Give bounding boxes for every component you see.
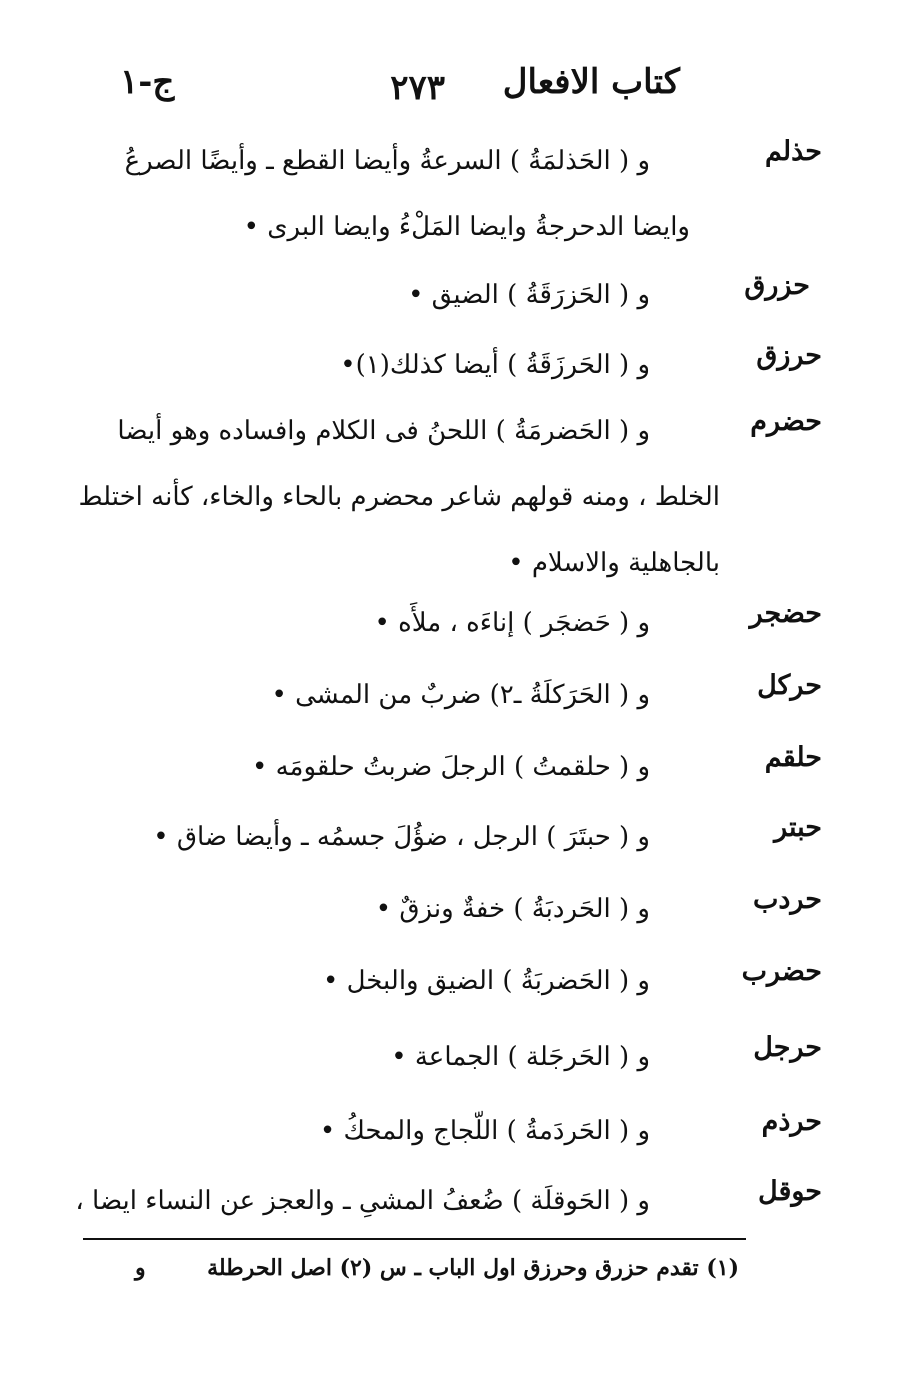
definition-line: وايضا الدحرجةُ وايضا المَلْءُ وايضا البرى •	[243, 212, 690, 242]
entry-definition	[0, 398, 720, 596]
definition-line: و ( حلقمتُ ) الرجلَ ضربتُ حلقومَه •	[252, 752, 650, 782]
entry-headword: حلقم	[764, 742, 822, 773]
footnote: (١) تقدم حزرق وحرزق اول الباب ـ س (٢) اصل الحرطلة	[207, 1255, 739, 1281]
entry-definition	[80, 734, 650, 800]
entry-headword: حبتر	[774, 812, 822, 843]
definition-line: و ( الحَرَكلَةُ ـ٢) ضربٌ من المشى •	[271, 680, 650, 710]
entry-definition	[0, 128, 690, 260]
entry-definition	[80, 876, 650, 942]
entry-definition	[80, 662, 650, 728]
definition-line: و ( الحَضرمَةُ ) اللحنُ فى الكلام وافساده وهو أيضا	[117, 416, 650, 446]
entry-headword: حضجر	[749, 598, 822, 629]
definition-line: و ( حبتَرَ ) الرجل ، ضؤُلَ جسمُه ـ وأيضا ضاق •	[153, 822, 650, 852]
entry-definition	[80, 1024, 650, 1090]
definition-line: و ( الحَرزَقَةُ ) أيضا كذلك(١)•	[340, 350, 650, 380]
entry-definition	[80, 1098, 650, 1164]
entry-headword: حرزق	[756, 340, 822, 371]
footnote-rule	[83, 1238, 746, 1240]
volume-part: ج-١	[120, 62, 175, 102]
definition-line: و ( الحَذلمَةُ ) السرعةُ وأيضا القطع ـ وأيضًا الصرعُ	[124, 146, 650, 176]
definition-line: و ( الحَردَمةُ ) اللّجاج والمحكُ •	[319, 1116, 650, 1146]
definition-line: و ( حَضجَر ) إناءَه ، ملأَه •	[374, 608, 650, 638]
entry-headword: حرجل	[753, 1032, 822, 1063]
definition-line: و ( الحَردبَةُ ) خفةٌ ونزقٌ •	[375, 894, 650, 924]
entry-headword: حردب	[752, 884, 822, 915]
entry-definition	[0, 1168, 650, 1234]
definition-line: بالجاهلية والاسلام •	[508, 548, 720, 578]
page-header	[100, 62, 700, 122]
entry-definition	[80, 332, 650, 398]
book-title: كتاب الافعال	[502, 62, 680, 102]
entry-headword: حوقل	[758, 1176, 822, 1207]
entry-definition	[80, 804, 650, 870]
entry-headword: حركل	[757, 670, 822, 701]
entry-headword: حرذم	[761, 1106, 822, 1137]
definition-line: و ( الحَزرَقَةُ ) الضيق •	[408, 280, 650, 310]
definition-line: الخلط ، ومنه قولهم شاعر محضرم بالحاء والخاء، كأنه اختلط	[78, 482, 720, 512]
entry-definition	[80, 262, 650, 328]
entry-headword: حذلم	[764, 136, 822, 167]
page-number: ٢٧٣	[390, 68, 445, 108]
entry-definition	[80, 590, 650, 656]
entry-headword: حضرب	[741, 956, 822, 987]
definition-line: و ( الحَوقلَة ) ضُعفُ المشىِ ـ والعجز عن النساء ايضا ،	[75, 1186, 650, 1216]
definition-line: و ( الحَرجَلة ) الجماعة •	[391, 1042, 650, 1072]
catchword: و	[135, 1255, 146, 1281]
entry-headword: حضرم	[750, 406, 822, 437]
definition-line: و ( الحَضربَةُ ) الضيق والبخل •	[322, 966, 650, 996]
entry-definition	[80, 948, 650, 1014]
entry-headword: حزرق	[744, 270, 810, 301]
